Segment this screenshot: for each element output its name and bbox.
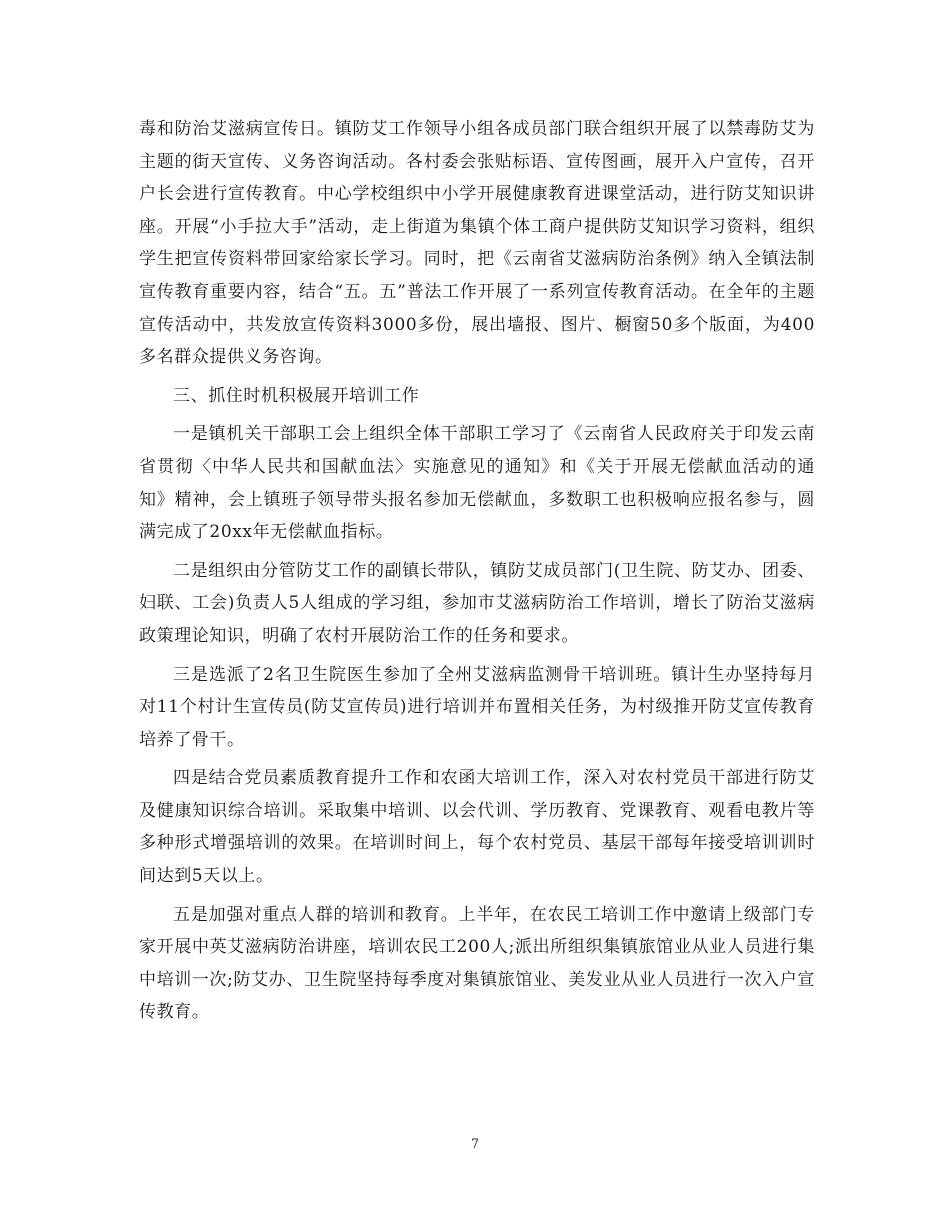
paragraph-item-5: 五是加强对重点人群的培训和教育。上半年，在农民工培训工作中邀请上级部门专家开展中英艾滋病防治讲座，培训农民工200人;派出所组织集镇旅馆业从业人员进行集中培训一次;防艾办、卫生院坚持每季度对集镇旅馆业、美发业从业人员进行一次入户宣传教育。 [139, 904, 815, 1023]
paragraph-continuation: 毒和防治艾滋病宣传日。镇防艾工作领导小组各成员部门联合组织开展了以禁毒防艾为主题的街天宣传、义务咨询活动。各村委会张贴标语、宣传图画，展开入户宣传，召开户长会进行宣传教育。中心学校组织中小学开展健康教育进课堂活动，进行防艾知识讲座。开展“小手拉大手”活动，走上街道为集镇个体工商户提供防艾知识学习资料，组织学生把宣传资料带回家给家长学习。同时，把《云南省艾滋病防治条例》纳入全镇法制宣传教育重要内容，结合“五。五”普法工作开展了一系列宣传教育活动。在全年的主题宣传活动中，共发放宣传资料3000多份，展出墙报、图片、橱窗50多个版面，为400多名群众提供义务咨询。 [139, 119, 815, 368]
paragraph-item-3: 三是选派了2名卫生院医生参加了全州艾滋病监测骨干培训班。镇计生办坚持每月对11个村计生宣传员(防艾宣传员)进行培训并布置相关任务，为村级推开防艾宣传教育培养了骨干。 [139, 664, 815, 750]
paragraph-item-1: 一是镇机关干部职工会上组织全体干部职工学习了《云南省人民政府关于印发云南省贯彻〈中华人民共和国献血法〉实施意见的通知》和《关于开展无偿献血活动的通知》精神，会上镇班子领导带头报名参加无偿献血，多数职工也积极响应报名参与，圆满完成了20xx年无偿献血指标。 [139, 424, 815, 543]
paragraph-item-2: 二是组织由分管防艾工作的副镇长带队，镇防艾成员部门(卫生院、防艾办、团委、妇联、工会)负责人5人组成的学习组，参加市艾滋病防治工作培训，增长了防治艾滋病政策理论知识，明确了农村开展防治工作的任务和要求。 [139, 560, 815, 646]
document-body [139, 113, 815, 1029]
paragraph-item-4: 四是结合党员素质教育提升工作和农函大培训工作，深入对农村党员干部进行防艾及健康知识综合培训。采取集中培训、以会代训、学历教育、党课教育、观看电教片等多种形式增强培训的效果。在培训时间上，每个农村党员、基层干部每年接受培训训时间达到5天以上。 [139, 768, 815, 887]
section-heading: 三、抓住时机积极展开培训工作 [173, 385, 420, 406]
page-number: 7 [470, 1137, 480, 1152]
